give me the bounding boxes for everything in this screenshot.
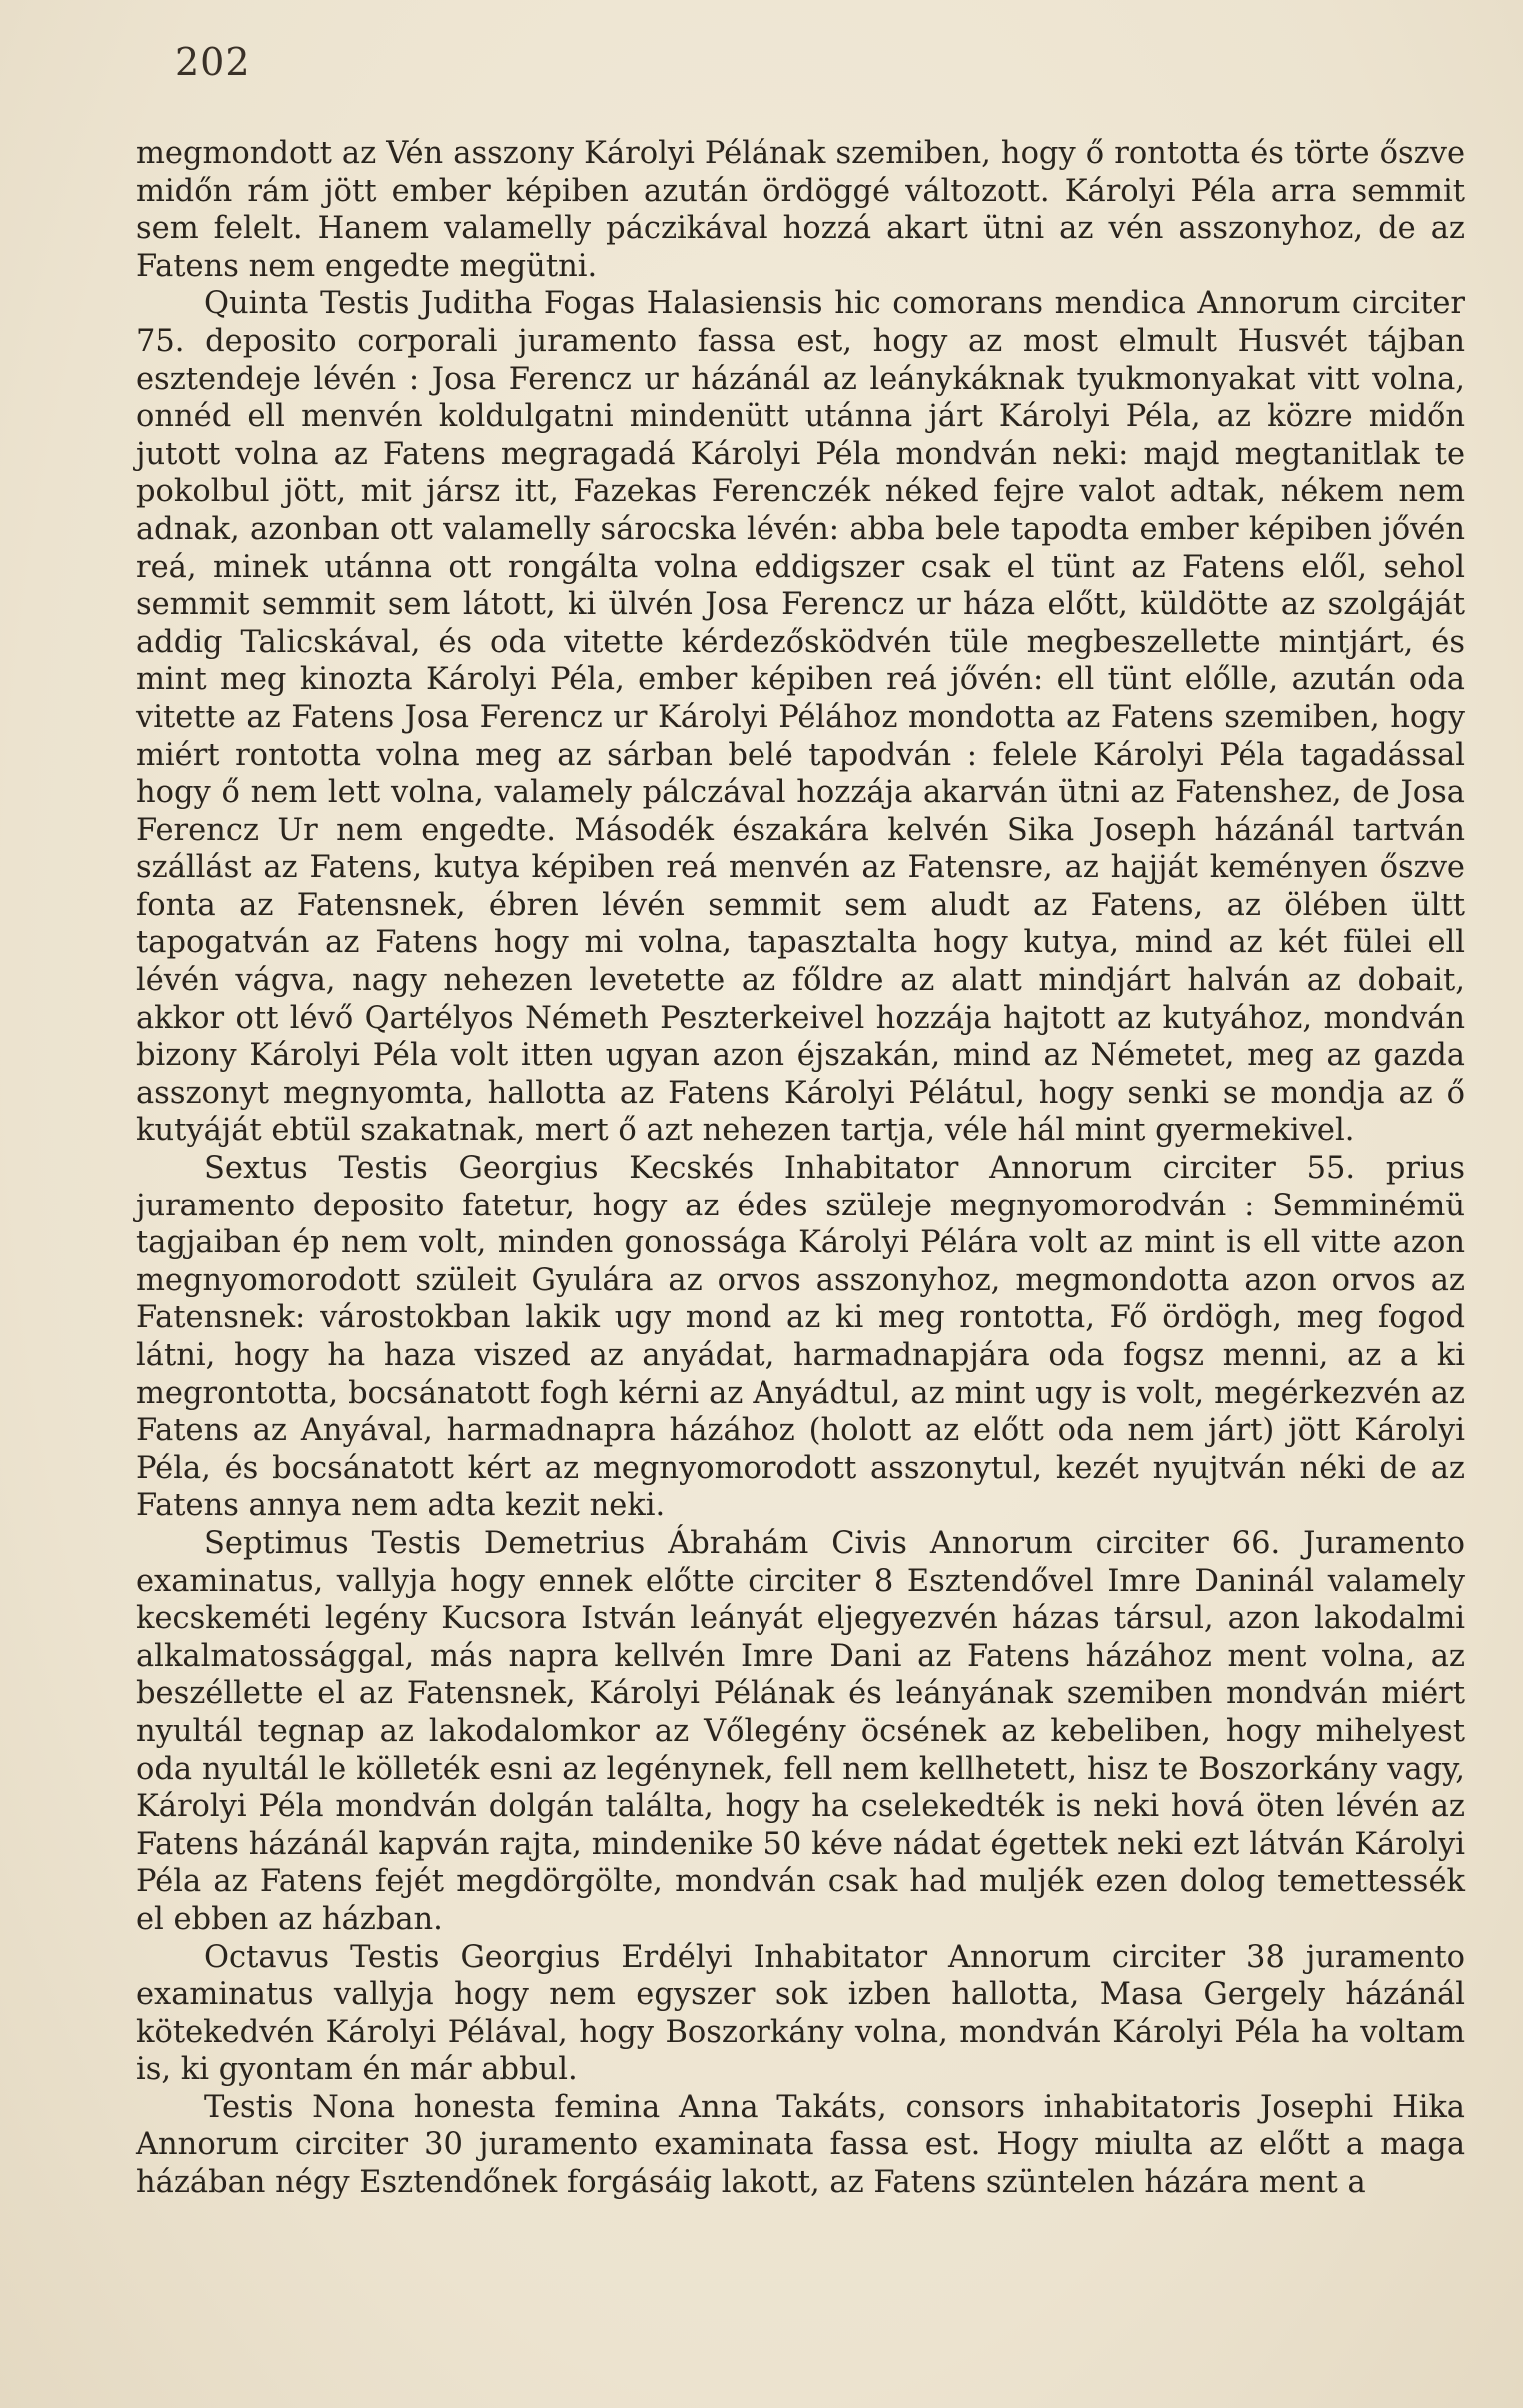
paragraph-testis-sextus: Sextus Testis Georgius Kecskés Inhabitator Annorum circiter 55. prius juramento deposito fatetur, hogy az édes szüleje megnyomorodván : Semminémü tagjaiban ép nem volt, minden gonossága Károlyi Pélára volt az mint is ell vitte azon megnyomorodott szüleit Gyulára az orvos asszonyhoz, megmondotta azon orvos az Fatensnek: várostokban lakik ugy mond az ki meg rontotta, Fő ördögh, meg fogod látni, hogy ha haza viszed az anyádat, harmadnapjára oda fogsz menni, az a ki megrontotta, bocsánatott fogh kérni az Anyádtul, az mint ugy is volt, megérkezvén az Fatens az Anyával, harmadnapra házához (holott az előtt oda nem járt) jött Károlyi Péla, és bocsánatott kért az megnyomorodott asszonytul, kezét nyujtván néki de az Fatens annya nem adta kezit neki.	[136, 1151, 1465, 1524]
body-text	[136, 135, 1465, 2202]
paragraph-testis-quinta: Quinta Testis Juditha Fogas Halasiensis hic comorans mendica Annorum circiter 75. deposito corporali juramento fassa est, hogy az most elmult Husvét tájban esztendeje lévén : Josa Ferencz ur házánál az leánykáknak tyukmonyakat vitt volna, onnéd ell menvén koldulgatni mindenütt utánna járt Károlyi Péla, az közre midőn jutott volna az Fatens megragadá Károlyi Péla mondván neki: majd megtanitlak te pokolbul jött, mit jársz itt, Fazekas Ferenczék néked fejre valot adtak, nékem nem adnak, azonban ott valamelly sárocska lévén: abba bele tapodta ember képiben jővén reá, minek utánna ott rongálta volna eddigszer csak el tünt az Fatens elől, sehol semmit semmit sem látott, ki ülvén Josa Ferencz ur háza előtt, küldötte az szolgáját addig Talicskával, és oda vitette kérdezősködvén tüle megbeszellette mintjárt, és mint meg kinozta Károlyi Péla, ember képiben reá jővén: ell tünt előlle, azután oda vitette az Fatens Josa Ferencz ur Károlyi Pélához mondotta az Fatens szemiben, hogy miért rontotta volna meg az sárban belé tapodván : felele Károlyi Péla tagadással hogy ő nem lett volna, valamely pálczával hozzája akarván ütni az Fatenshez, de Josa Ferencz Ur nem engedte. Másodék északára kelvén Sika Joseph házánál tartván szállást az Fatens, kutya képiben reá menvén az Fatensre, az hajját keményen őszve fonta az Fatensnek, ébren lévén semmit sem aludt az Fatens, az ölében ültt tapogatván az Fatens hogy mi volna, tapasztalta hogy kutya, mind az két fülei ell lévén vágva, nagy nehezen levetette az főldre az alatt mindjárt halván az dobait, akkor ott lévő Qartélyos Németh Peszterkeivel hozzája hajtott az kutyához, mondván bizony Károlyi Péla volt itten ugyan azon éjszakán, mind az Németet, meg az gazda asszonyt megnyomta, hallotta az Fatens Károlyi Pélátul, hogy senki se mondja az ő kutyáját ebtül szakatnak, mert ő azt nehezen tartja, véle hál mint gyermekivel.	[136, 286, 1465, 1149]
paragraph-testis-octavus: Octavus Testis Georgius Erdélyi Inhabitator Annorum circiter 38 juramento examinatus vallyja hogy nem egyszer sok izben hallotta, Masa Gergely házánál kötekedvén Károlyi Pélával, hogy Boszorkány volna, mondván Károlyi Péla ha voltam is, ki gyontam én már abbul.	[136, 1939, 1465, 2088]
paragraph-testis-nona: Testis Nona honesta femina Anna Takáts, consors inhabitatoris Josephi Hika Annorum circiter 30 juramento examinata fassa est. Hogy miulta az előtt a maga házában négy Esztendőnek forgásáig lakott, az Fatens szüntelen házára ment a	[136, 2089, 1465, 2201]
page-number: 202	[175, 40, 251, 84]
paragraph-testis-septimus: Septimus Testis Demetrius Ábrahám Civis Annorum circiter 66. Juramento examinatus, vallyja hogy ennek előtte circiter 8 Esztendővel Imre Daninál valamely kecskeméti legény Kucsora István leányát eljegyezvén házas társul, azon lakodalmi alkalmatossággal, más napra kellvén Imre Dani az Fatens házához ment volna, az beszéllette el az Fatensnek, Károlyi Pélának és leányának szemiben mondván miért nyultál tegnap az lakodalomkor az Vőlegény öcsének az kebeliben, hogy mihelyest oda nyultál le kölleték esni az legénynek, fell nem kellhetett, hisz te Boszorkány vagy, Károlyi Péla mondván dolgán találta, hogy ha cselekedték is neki hová öten lévén az Fatens házánál kapván rajta, mindenike 50 kéve nádat égettek neki ezt látván Károlyi Péla az Fatens fejét megdörgölte, mondván csak had muljék ezen dolog temettessék el ebben az házban.	[136, 1525, 1465, 1937]
paragraph-continuation: megmondott az Vén asszony Károlyi Pélának szemiben, hogy ő rontotta és törte őszve midőn rám jött ember képiben azután ördöggé változott. Károlyi Péla arra semmit sem felelt. Hanem valamelly páczikával hozzá akart ütni az vén asszonyhoz, de az Fatens nem engedte megütni.	[136, 136, 1465, 284]
